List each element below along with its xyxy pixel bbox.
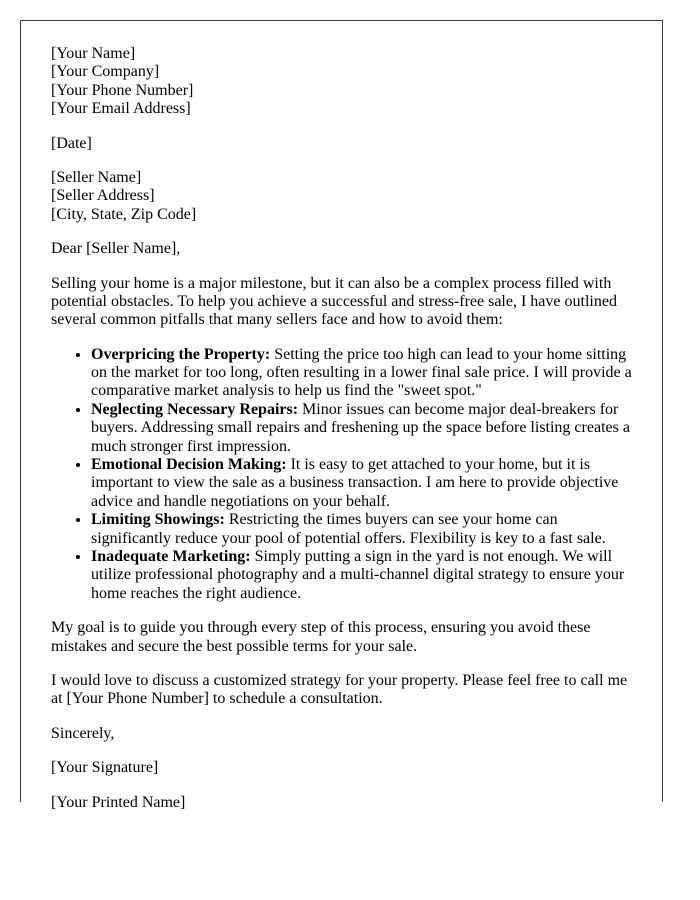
printed-name-placeholder: [Your Printed Name] <box>51 793 186 811</box>
intro-paragraph: Selling your home is a major milestone, but it can also be a complex process filled with potential obstacles. To help you achieve a successful and stress-free sale, I have outlined several common pitfalls that many sellers face and how to avoid them: <box>51 274 617 329</box>
list-item <box>91 346 632 401</box>
pitfall-title: Limiting Showings: <box>91 511 225 529</box>
recipient-block <box>51 169 632 224</box>
pitfall-body: It is easy to get attached to your home, but it is important to view the sale as a business transaction. I am here to provide objective advice and handle negotiations on your behalf. <box>91 456 619 510</box>
pitfall-body: Setting the price too high can lead to your home sitting on the market for too long, often resulting in a lower final sale price. I will provide a comparative market analysis to help us find the "sweet spot." <box>91 345 632 400</box>
sender-company: [Your Company] <box>51 63 160 81</box>
sender-block <box>51 45 632 119</box>
signature-placeholder: [Your Signature] <box>51 759 159 777</box>
pitfall-list <box>51 346 632 603</box>
pitfall-title: Overpricing the Property: <box>91 345 271 363</box>
pitfall-body: Minor issues can become major deal-breakers for buyers. Addressing small repairs and freshening up the space before listing creates a much stronger first impression. <box>91 400 630 455</box>
list-item <box>91 401 632 456</box>
pitfall-title: Neglecting Necessary Repairs: <box>91 400 299 418</box>
list-item <box>91 511 632 548</box>
pitfall-body: Restricting the times buyers can see your home can significantly reduce your pool of potential offers. Flexibility is key to a fast sale. <box>91 511 606 547</box>
pitfall-title: Inadequate Marketing: <box>91 547 251 565</box>
salutation: Dear [Seller Name], <box>51 240 181 258</box>
sender-name: [Your Name] <box>51 45 136 62</box>
closing-paragraph-goal: My goal is to guide you through every step of this process, ensuring you avoid these mistakes and secure the best possible terms for your sale. <box>51 619 591 655</box>
sender-email: [Your Email Address] <box>51 100 191 118</box>
signoff: Sincerely, <box>51 724 115 742</box>
pitfall-body: Simply putting a sign in the yard is not enough. We will utilize professional photography and a multi-channel digital strategy to ensure your home reaches the right audience. <box>91 547 625 602</box>
closing-paragraph-cta: I would love to discuss a customized strategy for your property. Please feel free to call me at [Your Phone Number] to schedule a consultation. <box>51 671 628 708</box>
sender-phone: [Your Phone Number] <box>51 81 194 99</box>
pitfall-title: Emotional Decision Making: <box>91 456 287 474</box>
letter-page <box>20 20 663 811</box>
recipient-address: [Seller Address] <box>51 187 155 205</box>
list-item <box>91 456 632 511</box>
list-item <box>91 548 632 603</box>
recipient-name: [Seller Name] <box>51 168 142 186</box>
date-line: [Date] <box>51 134 92 152</box>
recipient-city-state-zip: [City, State, Zip Code] <box>51 205 197 223</box>
